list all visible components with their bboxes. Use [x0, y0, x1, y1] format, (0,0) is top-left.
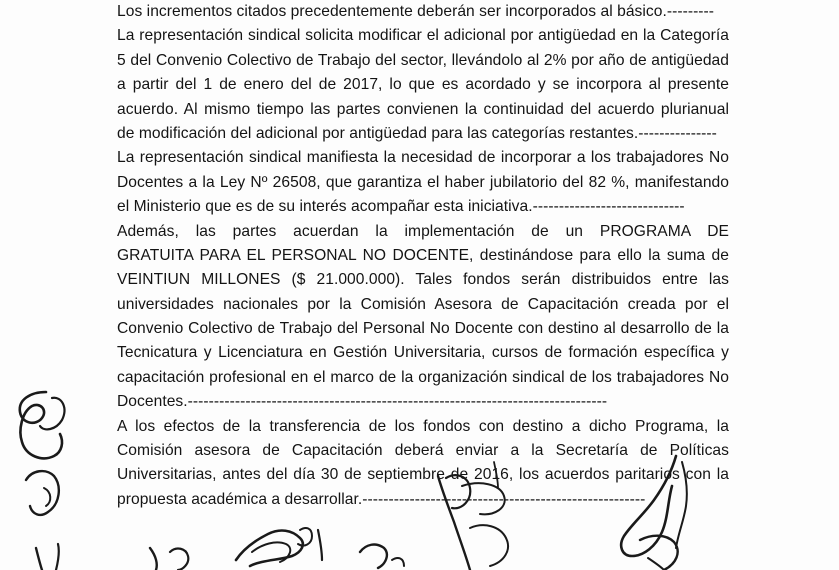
text-line: GRATUITA PARA EL PERSONAL NO DOCENTE, destinándose para ello la suma de [117, 246, 729, 264]
text-line: el Ministerio que es de su interés acompañar esta iniciativa.----------------------------- [117, 198, 685, 216]
text-line: VEINTIUN MILLONES ($ 21.000.000). Tales fondos serán distribuidos entre las [117, 271, 729, 289]
text-line: Además, las partes acuerdan la implementación de un PROGRAMA DE [117, 222, 729, 240]
text-line: Docentes.-------------------------------------------------------------------------------- [117, 393, 608, 411]
handwritten-signature-left [20, 392, 65, 570]
text-line: Universitarias, antes del día 30 de septiembre de 2016, los acuerdos paritarios con la [117, 466, 729, 484]
text-line: de modificación del adicional por antigüedad para las categorías restantes.--------------- [117, 124, 717, 142]
text-line: 5 del Convenio Colectivo de Trabajo del sector, llevándolo al 2% por año de antigüedad [117, 51, 729, 69]
text-line: A los efectos de la transferencia de los fondos con destino a dicho Programa, la [117, 417, 729, 435]
text-line: La representación sindical solicita modificar el adicional por antigüedad en la Categoría [117, 27, 729, 45]
text-line: Tecnicatura y Licenciatura en Gestión Universitaria, cursos de formación específica y [117, 344, 729, 362]
text-line: La representación sindical manifiesta la necesidad de incorporar a los trabajadores No [117, 149, 729, 167]
text-line: propuesta académica a desarrollar.------------------------------------------------------ [117, 490, 646, 508]
text-line: Docentes a la Ley Nº 26508, que garantiza el haber jubilatorio del 82 %, manifestando [117, 173, 729, 191]
text-line: Los incrementos citados precedentemente deberán ser incorporados al básico.--------- [117, 3, 715, 20]
text-line: capacitación profesional en el marco de la organización sindical de los trabajadores No [117, 368, 729, 386]
document-body [117, 0, 729, 512]
text-line: acuerdo. Al mismo tiempo las partes convienen la continuidad del acuerdo plurianual [117, 100, 729, 118]
text-line: Convenio Colectivo de Trabajo del Personal No Docente con destino al desarrollo de la [117, 320, 729, 338]
text-line: Comisión asesora de Capacitación deberá enviar a la Secretaría de Políticas [117, 442, 729, 460]
text-line: a partir del 1 de enero del de 2017, lo que es acordado y se incorpora al presente [117, 76, 729, 94]
handwritten-signature-center [150, 528, 404, 570]
text-line: universidades nacionales por la Comisión Asesora de Capacitación creada por el [117, 295, 729, 313]
